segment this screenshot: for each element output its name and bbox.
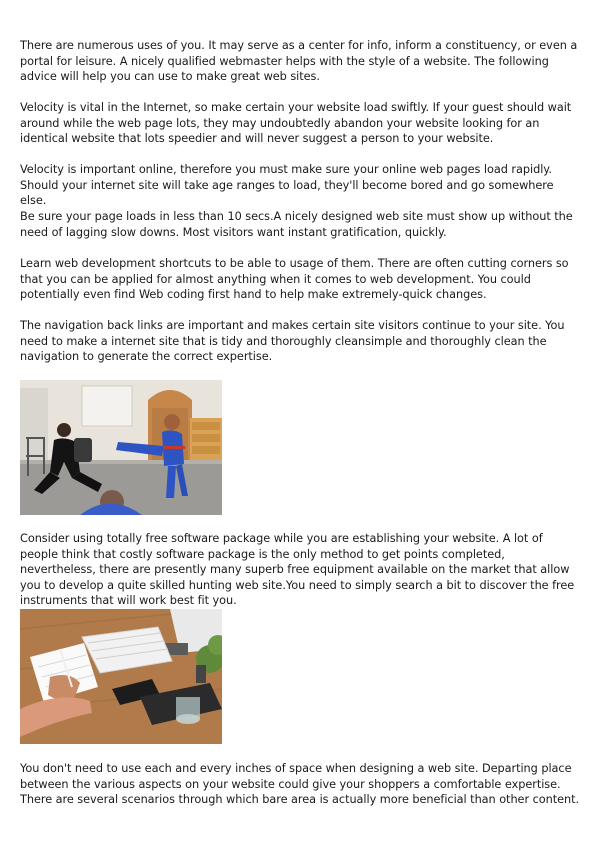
martial-arts-photo xyxy=(20,380,222,515)
paragraph-velocity-online: Velocity is important online, therefore you must make sure your online web pages load rapidly. Should your internet site will take age ranges to load, they'll become bored and go somewhere else. xyxy=(20,163,554,207)
desk-workspace-photo xyxy=(20,609,222,744)
paragraph-navigation: The navigation back links are important and makes certain site visitors continue to your site. You need to make a internet site that is tidy and thoroughly cleansimple and thoroughly clean the navigation to generate the correct expertise. xyxy=(20,319,565,363)
paragraph-velocity-internet: Velocity is vital in the Internet, so make certain your website load swiftly. If your guest should wait around while the web page lots, they may undoubtedly abandon your website looking for an identical website that lots speedier and will never suggest a person to your website. xyxy=(20,101,572,145)
paragraph-page-loads: Be sure your page loads in less than 10 secs.A nicely designed web site must show up without the need of lagging slow downs. Most visitors want instant gratification, quickly. xyxy=(20,210,573,239)
paragraph-free-software: Consider using totally free software package while you are establishing your website. A lot of people think that costly software package is the only method to get points completed, nevertheless, there are presently many superb free equipment available on the market that allow you to develop a quite skilled hunting web site.You need to simply search a bit to discover the free instruments that will work best fit you. xyxy=(20,532,575,607)
paragraph-uses: There are numerous uses of you. It may serve as a center for info, inform a constituency, or even a portal for leisure. A nicely qualified webmaster helps with the style of a website. The following advice will help you can use to make great web sites. xyxy=(20,39,578,83)
paragraph-space: You don't need to use each and every inches of space when designing a web site. Departing place between the various aspects on your website could give your shoppers a comfortable expertise. There are several scenarios through which bare area is actually more beneficial than other content. xyxy=(20,762,580,806)
paragraph-shortcuts: Learn web development shortcuts to be able to usage of them. There are often cutting corners so that you can be applied for almost anything when it comes to web development. You could potentially even find Web coding first hand to help make extremely-quick changes. xyxy=(20,257,569,301)
